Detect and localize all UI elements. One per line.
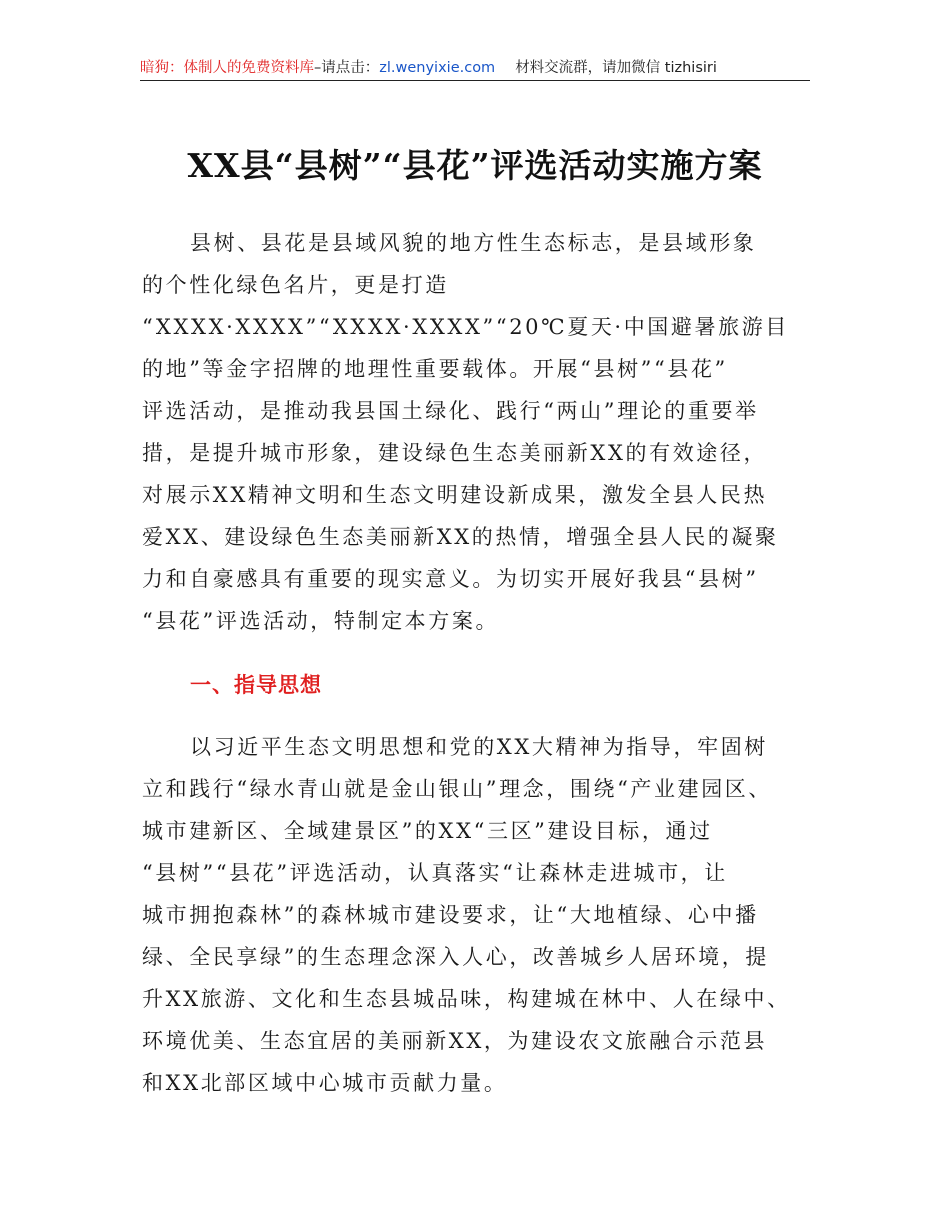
document-title: XX县“县树”“县花”评选活动实施方案 xyxy=(187,146,763,185)
section1-paragraph xyxy=(142,726,822,1104)
text-line: “县树”“县花”评选活动，认真落实“让森林走进城市，让 xyxy=(142,861,728,885)
section-heading-guiding-ideology: 一、指导思想 xyxy=(190,673,322,697)
text-line: 立和践行“绿水青山就是金山银山”理念，围绕“产业建园区、 xyxy=(142,777,773,801)
text-line: 爱XX、建设绿色生态美丽新XX的热情，增强全县人民的凝聚 xyxy=(142,525,779,549)
document-body xyxy=(142,222,822,1104)
text-line: 城市拥抱森林”的森林城市建设要求，让“大地植绿、心中播 xyxy=(142,903,759,927)
text-line: 升XX旅游、文化和生态县城品味，构建城在林中、人在绿中、 xyxy=(142,987,791,1011)
text-line: 对展示XX精神文明和生态文明建设新成果，激发全县人民热 xyxy=(142,483,768,507)
intro-paragraph xyxy=(142,222,822,642)
text-line: “XXXX·XXXX”“XXXX·XXXX”“20℃夏天·中国避暑旅游目 xyxy=(142,315,789,339)
text-line: 力和自豪感具有重要的现实意义。为切实开展好我县“县树” xyxy=(142,567,759,591)
text-line: 和XX北部区域中心城市贡献力量。 xyxy=(142,1071,508,1095)
text-line: 环境优美、生态宜居的美丽新XX，为建设农文旅融合示范县 xyxy=(142,1029,768,1053)
header-click-prompt: –请点击： xyxy=(314,60,380,76)
text-line: 措，是提升城市形象，建设绿色生态美丽新XX的有效途径， xyxy=(142,441,768,465)
text-line: “县花”评选活动，特制定本方案。 xyxy=(142,609,500,633)
text-line: 绿、全民享绿”的生态理念深入人心，改善城乡人居环境，提 xyxy=(142,945,769,969)
text-line: 城市建新区、全域建景区”的XX“三区”建设目标，通过 xyxy=(142,819,713,843)
text-line: 的个性化绿色名片，更是打造 xyxy=(142,273,449,297)
text-line: 县树、县花是县域风貌的地方性生态标志，是县域形象 xyxy=(190,231,757,255)
text-line: 的地”等金字招牌的地理性重要载体。开展“县树”“县花” xyxy=(142,357,728,381)
text-line: 以习近平生态文明思想和党的XX大精神为指导，牢固树 xyxy=(190,735,768,759)
page-header xyxy=(140,56,810,81)
header-wechat-note: 材料交流群，请加微信 tizhisiri xyxy=(515,60,717,76)
header-site-name: 暗狗：体制人的免费资料库 xyxy=(140,60,314,76)
text-line: 评选活动，是推动我县国土绿化、践行“两山”理论的重要举 xyxy=(142,399,759,423)
header-site-link[interactable]: zl.wenyixie.com xyxy=(379,60,496,76)
